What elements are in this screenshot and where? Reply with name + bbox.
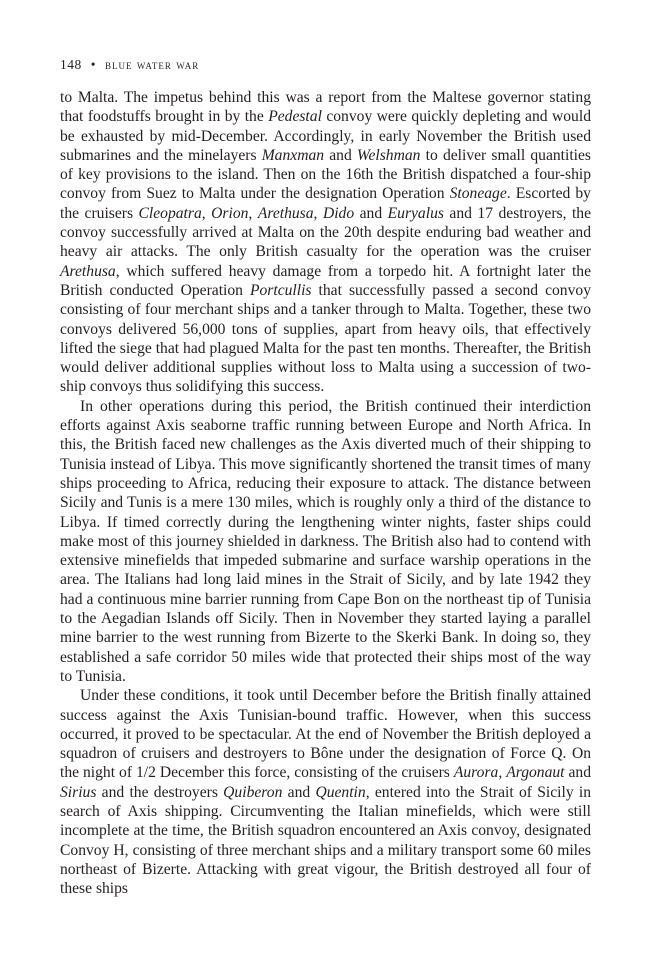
text-run: convoy were quickly depleting and would be exhausted by mid-December. Accordingly, in early November the British used submarines and the minelayers [60, 108, 591, 164]
italic-run: Sirius [60, 783, 97, 801]
text-run: Under these conditions, it took until December before the British finally attained success against the Axis Tunisian-bound traffic. However, when this success occurred, it proved to be spectacular. At the end of November the British deployed a squadron of cruisers and destroyers to Bône under the designation of Force Q. On the night of 1/2 December this force, consisting of the cruisers [60, 687, 591, 782]
running-head-title: blue water war [104, 57, 200, 72]
text-run: and [564, 764, 592, 782]
text-run: , entered into the Strait of Sicily in search of Axis shipping. Circumventing the Italian minefields, which were still incomplete at the time, the British squadron encountered an Axis convoy, designated Convoy H, consisting of three merchant ships and a military transport some 60 miles northeast of Bizerte. Attacking with great vigour, the British destroyed all four of these ships [60, 783, 592, 898]
text-run: , which suffered heavy damage from a torpedo hit. A fortnight later the British conducted Operation [60, 262, 591, 299]
body-text [60, 88, 591, 898]
text-run: , [498, 764, 507, 782]
text-run: and the destroyers [96, 783, 224, 801]
text-run: and 17 destroyers, the convoy successfully arrived at Malta on the 20th despite enduring bad weather and heavy air attacks. The only British casualty for the operation was the cruiser [60, 204, 592, 261]
text-run: , [201, 204, 212, 222]
italic-run: Arethusa [257, 204, 314, 222]
text-run: to deliver small quantities of key provisions to the island. Then on the 16th the British dispatched a four-ship convoy from Suez to Malta under the designation Operation [60, 146, 591, 203]
italic-run: Quiberon [223, 783, 283, 801]
italic-run: Pedestal [268, 108, 322, 126]
italic-run: Stoneage [449, 185, 507, 203]
running-head-separator: • [90, 57, 96, 72]
text-run: In other operations during this period, the British continued their interdiction efforts against Axis seaborne traffic running between Europe and North Africa. In this, the British faced new challenges as the Axis diverted much of their shipping to Tunisia instead of Libya. This move significantly shortened the transit times of many ships proceeding to Africa, reducing their exposure to attack. The distance between Sicily and Tunis is a mere 130 miles, which is roughly only a third of the distance to Libya. If timed correctly during the lengthening winter nights, faster ships could make most of this journey shielded in darkness. The British also had to contend with extensive minefields that impeded submarine and surface warship operations in the area. The Italians had long laid mines in the Strait of Sicily, and by late 1942 they had a continuous mine barrier running from Cape Bon on the northeast tip of Tunisia to the Aegadian Islands off Sicily. Then in November they started laying a parallel mine barrier to the west running from Bizerte to the Skerki Bank. In doing so, they established a safe corridor 50 miles wide that protected their ships most of the way to Tunisia. [60, 397, 591, 685]
italic-run: Welshman [356, 146, 421, 164]
italic-run: Manxman [261, 146, 325, 164]
italic-run: Euryalus [387, 204, 444, 222]
italic-run: Cleopatra [138, 204, 202, 222]
text-run: and [282, 783, 316, 801]
italic-run: Dido [322, 204, 355, 222]
italic-run: Arethusa [60, 262, 116, 280]
paragraph-3 [60, 686, 591, 898]
italic-run: Argonaut [506, 764, 565, 782]
italic-run: Aurora [453, 764, 499, 782]
paragraph-2 [60, 397, 591, 686]
text-run: and [354, 204, 388, 222]
italic-run: Quentin [315, 783, 366, 801]
text-run: , [313, 204, 323, 222]
text-run: to Malta. The impetus behind this was a report from the Maltese governor stating that foodstuffs brought in by the [60, 89, 591, 126]
running-head [60, 57, 199, 73]
italic-run: Portcullis [249, 281, 312, 299]
page-number: 148 [60, 57, 82, 72]
text-run: that successfully passed a second convoy consisting of four merchant ships and a tanker through to Malta. Together, these two convoys delivered 56,000 tons of supplies, apart from heavy oils, that effectively lifted the siege that had plagued Malta for the past ten months. Thereafter, the British would deliver additional supplies without loss to Malta using a succession of two-ship convoys thus solidifying this success. [60, 281, 591, 396]
italic-run: Orion [211, 204, 249, 222]
text-run: and [324, 146, 357, 164]
paragraph-1 [60, 88, 591, 397]
text-run: . Escorted by the cruisers [60, 185, 591, 222]
text-run: , [248, 204, 258, 222]
